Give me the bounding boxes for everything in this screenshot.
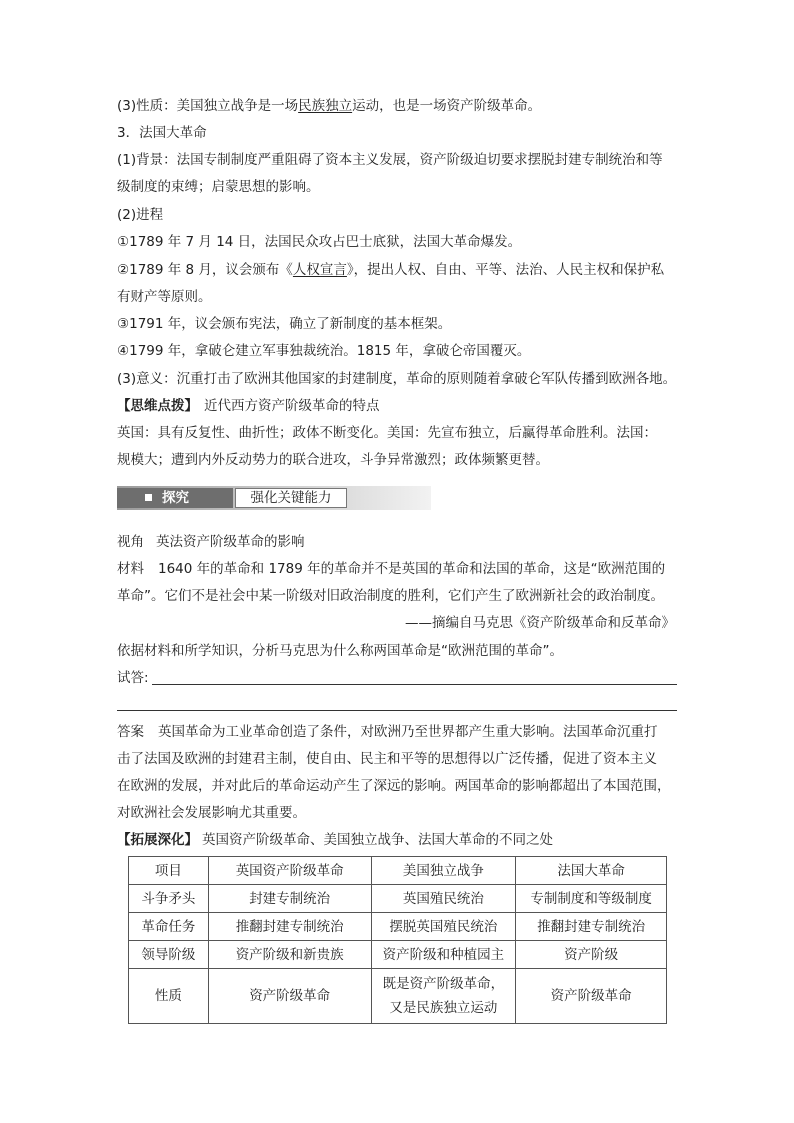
- table-cell: 封建专制统治: [208, 885, 371, 913]
- table-cell: 推翻封建专制统治: [208, 913, 371, 941]
- text-segment: 》，提出人权、自由、平等、法治、人民主权和保护私: [346, 262, 665, 278]
- table-cell: 资产阶级革命: [208, 969, 371, 1024]
- table-cell: 摆脱英国殖民统治: [371, 913, 516, 941]
- header-cell: 英国资产阶级革命: [208, 857, 371, 885]
- underlined-term: 民族独立: [298, 98, 353, 114]
- banner-dark-text: 探究: [162, 490, 189, 506]
- material-line-2: 革命”。它们不是社会中某一阶级对旧政治制度的胜利，它们产生了欧洲新社会的政治制度。: [117, 588, 664, 604]
- cell-line: 又是民族独立运动: [389, 1000, 498, 1016]
- event-3: ③1791 年，议会颁布宪法，确立了新制度的基本框架。: [117, 316, 452, 332]
- event-4: ④1799 年，拿破仑建立军事独裁统治。1815 年，拿破仑帝国覆灭。: [117, 343, 531, 359]
- extension-tag: 【拓展深化】: [117, 832, 198, 848]
- table-row: [129, 969, 667, 1024]
- process-heading: (2)进程: [117, 207, 164, 223]
- section-heading-french-revolution: 3．法国大革命: [117, 125, 207, 141]
- event-1: ①1789 年 7 月 14 日，法国民众攻占巴士底狱，法国大革命爆发。: [117, 234, 522, 250]
- thinking-line-1: 英国：具有反复性、曲折性；政体不断变化。美国：先宣布独立，后赢得革命胜利。法国：: [117, 425, 657, 441]
- table-row: [129, 885, 667, 913]
- table-header-row: [129, 857, 667, 885]
- answer-text: 英国革命为工业革命创造了条件，对欧洲乃至世界都产生重大影响。法国革命沉重打: [158, 724, 658, 740]
- answer-line-3: 在欧洲的发展，并对此后的革命运动产生了深远的影响。两国革命的影响都超出了本国范围，: [117, 778, 671, 794]
- text-segment: 运动，也是一场资产阶级革命。: [352, 98, 542, 114]
- thinking-title: 近代西方资产阶级革命的特点: [204, 398, 380, 414]
- explore-banner: [117, 486, 431, 510]
- thinking-tag: 【思维点拨】: [117, 398, 198, 414]
- table-row: [129, 913, 667, 941]
- banner-dark-label: [117, 488, 233, 508]
- angle-text: 英法资产阶级革命的影响: [156, 534, 305, 550]
- thinking-tip-heading: [117, 396, 380, 416]
- banner-light-label: 强化关键能力: [235, 488, 347, 508]
- answer-line-2: 击了法国及欧洲的封建君主制，使自由、民主和平等的思想得以广泛传播，促进了资本主义: [117, 751, 657, 767]
- angle-label: 视角: [117, 534, 144, 550]
- table-cell: 资产阶级: [516, 941, 667, 969]
- table-cell: 性质: [129, 969, 209, 1024]
- table-cell: 资产阶级和种植园主: [371, 941, 516, 969]
- answer-line-4: 对欧洲社会发展影响尤其重要。: [117, 805, 306, 821]
- try-answer-label: 试答:: [117, 670, 149, 686]
- table-cell: 斗争矛头: [129, 885, 209, 913]
- extension-heading: [117, 830, 553, 850]
- answer-line-1: [117, 722, 658, 742]
- material-label: 材料: [117, 561, 144, 577]
- table-cell: 资产阶级革命: [516, 969, 667, 1024]
- table-cell: 专制制度和等级制度: [516, 885, 667, 913]
- us-nature-line: [117, 96, 541, 116]
- table-row: [129, 941, 667, 969]
- answer-blank-line-1[interactable]: [152, 684, 677, 685]
- table-cell: 英国殖民统治: [371, 885, 516, 913]
- background-line-1: (1)背景：法国专制制度严重阻碍了资本主义发展，资产阶级迫切要求摆脱封建专制统治和等: [117, 152, 663, 168]
- underlined-term: 人权宣言: [292, 262, 347, 278]
- extension-title: 英国资产阶级革命、美国独立战争、法国大革命的不同之处: [202, 832, 553, 848]
- square-bullet-icon: [145, 494, 152, 501]
- significance-line: (3)意义：沉重打击了欧洲其他国家的封建制度，革命的原则随着拿破仑军队传播到欧洲各地。: [117, 371, 677, 387]
- event-2-line-2: 有财产等原则。: [117, 289, 212, 305]
- header-cell: 美国独立战争: [371, 857, 516, 885]
- material-source: ——摘编自马克思《资产阶级革命和反革命》: [405, 615, 675, 631]
- material-line-1: [117, 559, 665, 579]
- table-cell: 革命任务: [129, 913, 209, 941]
- table-cell: 领导阶级: [129, 941, 209, 969]
- answer-label: 答案: [117, 724, 144, 740]
- header-cell: 法国大革命: [516, 857, 667, 885]
- thinking-line-2: 规模大；遭到内外反动势力的联合进攻，斗争异常激烈；政体频繁更替。: [117, 452, 549, 468]
- cell-line: 既是资产阶级革命，: [382, 976, 505, 992]
- text-segment: ②1789 年 8 月，议会颁布《: [117, 262, 293, 278]
- event-2: [117, 260, 664, 280]
- answer-blank-line-2[interactable]: [117, 710, 677, 711]
- material-text: 1640 年的革命和 1789 年的革命并不是英国的革命和法国的革命，这是“欧洲范围的: [158, 561, 666, 577]
- header-cell: 项目: [129, 857, 209, 885]
- table-cell: 资产阶级和新贵族: [208, 941, 371, 969]
- angle-line: [117, 532, 305, 552]
- table-cell: 推翻封建专制统治: [516, 913, 667, 941]
- comparison-table: [128, 856, 667, 1024]
- question-line: 依据材料和所学知识，分析马克思为什么称两国革命是“欧洲范围的革命”。: [117, 643, 563, 659]
- table-cell: [371, 969, 516, 1024]
- background-line-2: 级制度的束缚；启蒙思想的影响。: [117, 179, 320, 195]
- text-segment: (3)性质：美国独立战争是一场: [117, 98, 299, 114]
